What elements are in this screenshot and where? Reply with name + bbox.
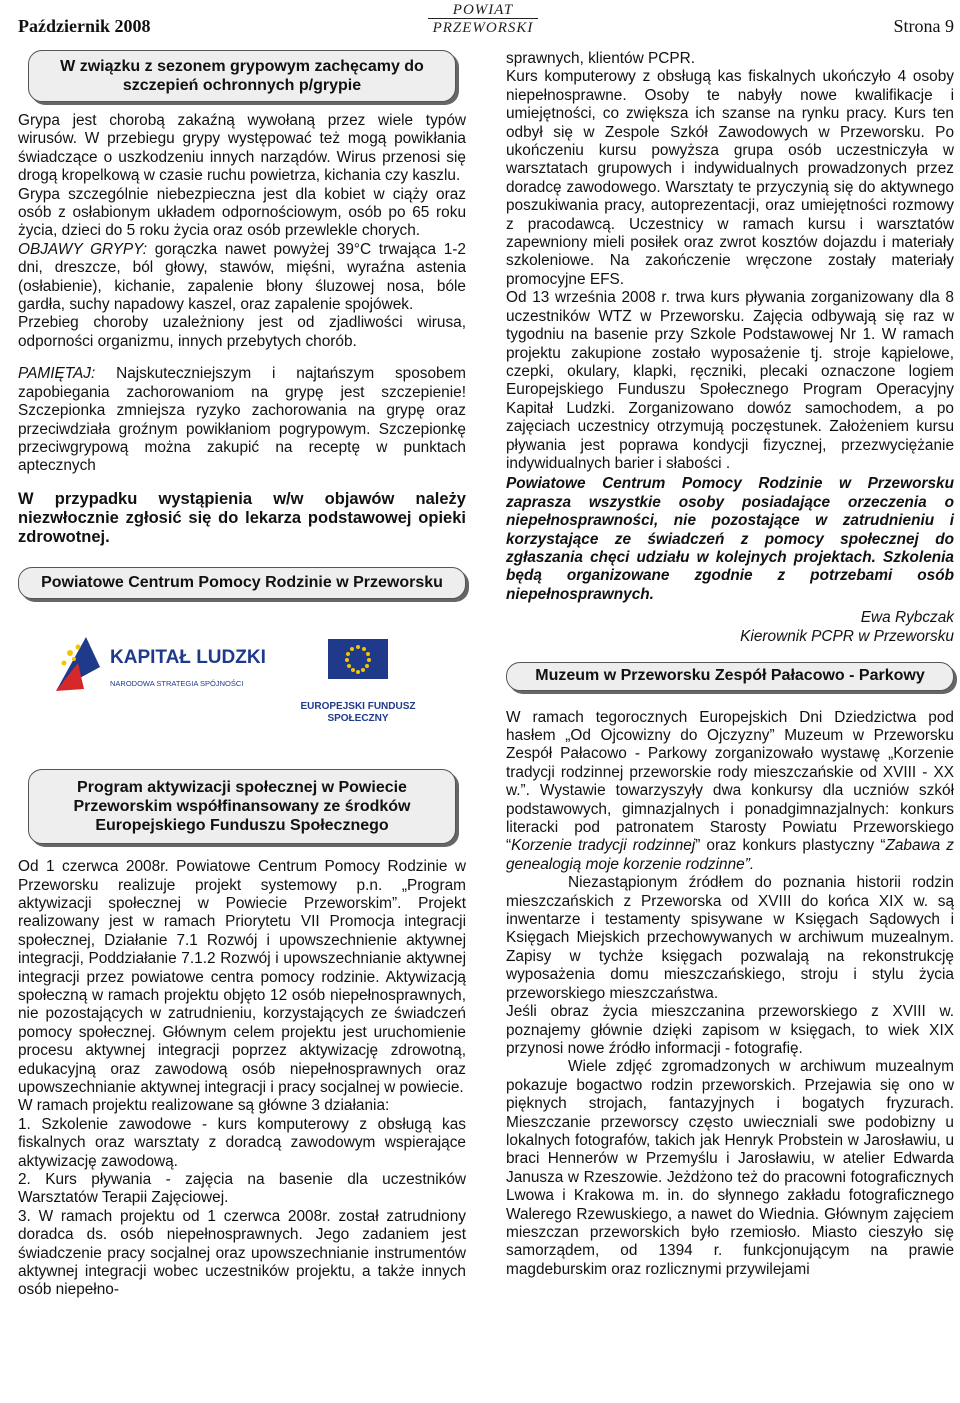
remember-text: Najskuteczniejszym i najtańszym sposobem zapobiegania zachorowaniom na grypę jest szczepienie! Szczepionka zmniejsza ryzyko zachorowania na grypę oraz przeciwdziała groźnym powikłaniom pogrypowym. Szczepionkę przeciwgrypową można zakupić na receptę w punktach aptecznych [18, 365, 466, 475]
right-column [506, 50, 954, 1279]
efs-line2: SPOŁECZNY [327, 712, 389, 724]
issue-date: Październik 2008 [18, 16, 151, 36]
signature-role: Kierownik PCPR w Przeworsku [740, 628, 954, 646]
flu-remember [18, 365, 466, 475]
page-number: Strona 9 [893, 16, 954, 36]
museum-p1-text: W ramach tegorocznych Europejskich Dni Dziedzictwa pod hasłem „Od Ojcowizny do Ojczyzny” Muzeum w Przeworsku Zespół Pałacowo - Parkowy zorganizowało wystawę „Korzenie tradycji rodzinnej przeworskie rody mieszczańskie od XVIII - XX w.”. Wystawie towarzyszyły dwa konkursy dla uczniów szkół podstawowych, gimnazjalnych i ponadgimnazjalnych: konkurs literacki pod patronatem Starosty Powiatu Przeworskiego “ [506, 708, 954, 855]
logo-line1: POWIAT [452, 2, 514, 18]
symptoms-text: gorączka nawet powyżej 39°C trwająca 1-2 dni, dreszcze, ból głowy, stawów, mięśni, wyraźna astenia (osłabienie), kichanie, zapalenie błony śluzowej nosa, bóle gardła, suchy napadowy kaszel, oraz zapalenie spojówek. [18, 240, 466, 314]
kl-subtitle: NARODOWA STRATEGIA SPÓJNOŚCI [110, 679, 244, 689]
museum-p1-mid: ” oraz konkurs plastyczny “ [695, 837, 886, 855]
logo-line2: PRZEWORSKI [428, 18, 538, 36]
actions-intro: W ramach projektu realizowane są główne 3 działania: [18, 1097, 390, 1115]
page-header [0, 0, 960, 40]
logos-row [18, 609, 466, 739]
museum-p1-contest2: Zabawa z genealogią moje korzenie rodzinne”. [506, 837, 954, 873]
flu-paragraph-4: Przebieg choroby uzależniony jest od zjadliwości wirusa, odporności organizmu, innych przebytych chorób. [18, 314, 466, 350]
kl-emblem-icon [48, 629, 108, 699]
flu-paragraph-1: Grypa jest chorobą zakaźną wywołaną przez wiele typów wirusów. W przebiegu grypy występować też mogą powikłania świadczące o uszkodzeniu innych narządów. Wirus przenosi się drogą kropelkową w czasie ruchu powietrza, kichania czy kaszlu. [18, 112, 466, 185]
kl-title: KAPITAŁ LUDZKI [110, 647, 266, 669]
action-1: 1. Szkolenie zawodowe - kurs komputerowy z obsługą kas fiskalnych oraz warsztaty z doradcą zawodowym wspierające aktywizację zawodową. [18, 1115, 466, 1170]
museum-title-box: Muzeum w Przeworsku Zespół Pałacowo - Parkowy [506, 662, 954, 690]
flu-symptoms [18, 241, 466, 315]
flu-paragraph-2: Grypa szczególnie niebezpieczna jest dla kobiet w ciąży oraz osób z osłabionym układem odpornościowym, osób po 65 roku życia, dzieci do 5 roku życia oraz osób przewlekle chorych. [18, 185, 466, 240]
remember-label: PAMIĘTAJ: [18, 365, 96, 383]
swimming-course: Od 13 września 2008 r. trwa kurs pływania zorganizowany dla 8 uczestników WTZ w Przeworsku. Zajęcia odbywają się raz w tygodniu na basenie przy Szkole Podstawowej Nr 1. W ramach projektu zakupione zostało wyposażenie tj. stroje kąpielowe, czepki, okulary, klapki, ręczniki, plecaki oznaczone logiem Europejskiego Funduszu Społecznego Program Operacyjny Kapitał Ludzki. Zorganizowano dowóz samochodem, a po zajęciach uczestnicy otrzymują poczęstunek. Założeniem kursu pływania jest poprawa kondycji fizycznej, przezwyciężanie indywidualnych barier i słabości . [506, 289, 954, 472]
museum-paragraph-3: Jeśli obraz życia mieszczanina przeworskiego z XVIII w. poznajemy głównie dzięki zapisom w księgach, to wiek XIX przynosi nowe źródło informacji - fotografię. [506, 1003, 954, 1057]
action-3: 3. W ramach projektu od 1 czerwca 2008r. został zatrudniony doradca ds. osób niepełnosprawnych. Jego zadaniem jest świadczenie pracy socjalnej oraz upowszechnianie instrumentów aktywnej integracji wobec uczestników projektu, a także innych osób niepełno- [18, 1207, 466, 1299]
pcpr-box: Powiatowe Centrum Pomocy Rodzinie w Przeworsku [18, 567, 466, 599]
program-text: Od 1 czerwca 2008r. Powiatowe Centrum Pomocy Rodzinie w Przeworsku realizuje projekt systemowy p.n. „Program aktywizacji społecznej w Powiecie Przeworskim”. Projekt realizowany jest w ramach Priorytetu VII Promocja integracji społecznej, Działanie 7.1 Rozwój i upowszechnienie aktywnej integracji, Poddziałanie 7.1.2 Rozwój i upowszechnianie aktywnej integracji przez powiatowe centra pomocy rodzinie. Aktywizacją społeczną w ramach projektu objęto 12 osób niepełnosprawnych, nie pozostających w zatrudnieniu, korzystających ze świadczeń pomocy społecznej. Głównym celem projektu jest uruchomienie procesu aktywnej integracji poprzez aktywizację zdrowotną, edukacyjną oraz zawodową osób niepełnosprawnych oraz upowszechnianie aktywnej integracji i pracy socjalnej w powiecie. [18, 858, 466, 1096]
kapital-ludzki-logo [48, 629, 268, 719]
left-column [18, 50, 466, 1300]
action-2: 2. Kurs pływania - zajęcia na basenie dla uczestników Warsztatów Terapii Zajęciowej. [18, 1171, 466, 1207]
continued-text: sprawnych, klientów PCPR. [506, 50, 696, 67]
program-title-box: Program aktywizacji społecznej w Powiecie Przeworskim współfinansowany ze środków Europejskiego Funduszu Społecznego [28, 769, 456, 844]
museum-paragraph-4: Wiele zdjęć zgromadzonych w archiwum muzealnym pokazuje bogactwo rodzin przeworskich. Przejawia się ono w pięknych strojach, fantazyjnych i bogatych fryzurach. Mieszczanie przeworscy często uwieczniali swe podobizny u lokalnych fotografów, takich jak Henryk Probstein w Jarosławiu, u braci Hennerów w Przemyślu i Jarosławiu, w atelier Edwarda Janusza w Rzeszowie. Jeżdżono też do pracowni fotograficznych Lwowa i Krakowa m. in. do słynnego zakładu fotograficznego Walerego Rzewuskiego, a nawet do Wiednia. Głównym zajęciem mieszczan przeworskich było rzemiosło. Miasto cieszyło się samorządem, od 1394 r. funkcjonującym na prawie magdeburskim oraz rozlicznymi przywilejami [506, 1058, 954, 1278]
museum-paragraph-1 [506, 709, 954, 875]
flu-title-box: W związku z sezonem grypowym zachęcamy do szczepień ochronnych p/grypie [28, 50, 456, 102]
computer-course: Kurs komputerowy z obsługą kas fiskalnych ukończyło 4 osoby niepełnosprawne. Osoby te nabyły nowe kwalifikacje i umiejętności, co zwiększa ich szanse na rynku pracy. Kurs ten odbył się w Zespole Szkół Zawodowych w Przeworsku. Po ukończeniu kursu powyższa grupa osób uczestniczyła w warsztatach grupowych i indywidualnych prowadzonych przez doradcę zawodowego. Warsztaty te przyczynią się do aktywnego poszukiwania pracy, autoprezentacji, oraz umiejętności rozmowy z pracodawcą. Uczestnicy w ramach kursu i warsztatów zapewniony mieli posiłek oraz zwrot kosztów dojazdu i materiały szkoleniowe. Na zakończenie wręczone zostały materiały promocyjne EFS. [506, 68, 954, 288]
flu-warning: W przypadku wystąpienia w/w objawów należy niezwłocznie zgłosić się do lekarza podstawowej opieki zdrowotnej. [18, 489, 466, 546]
powiat-logo [428, 2, 538, 36]
efs-logo [288, 639, 428, 739]
signature-name: Ewa Rybczak [860, 609, 954, 627]
pcpr-invitation: Powiatowe Centrum Pomocy Rodzinie w Przeworsku zaprasza wszystkie osoby posiadające orzeczenia o niepełnosprawności, nie pozostające w zatrudnieniu i korzystające ze świadczeń z pomocy społecznej do zgłaszania chęci udziału w kolejnych projektach. Szkolenia będą organizowane zgodnie z potrzebami osób niepełnosprawnych. [506, 475, 954, 603]
museum-p1-contest1: Korzenie tradycji rodzinnej [511, 837, 696, 855]
efs-line1: EUROPEJSKI FUNDUSZ [300, 700, 416, 712]
symptoms-label: OBJAWY GRYPY: [18, 240, 148, 258]
eu-flag-icon [328, 639, 388, 695]
museum-paragraph-2: Niezastąpionym źródłem do poznania historii rodzin mieszczańskich z Przeworska od XVIII do końca XIX w. są inwentarze i testamenty spisywane w Księgach Sądowych i Księgach Miejskich przechowywanych w archiwum muzealnym. Zapisy w tychże księgach pozwalają na rekonstrukcję wyposażenia domu mieszczańskiego, stroju i stylu życia przeworskiego mieszczaństwa. [506, 874, 954, 1002]
